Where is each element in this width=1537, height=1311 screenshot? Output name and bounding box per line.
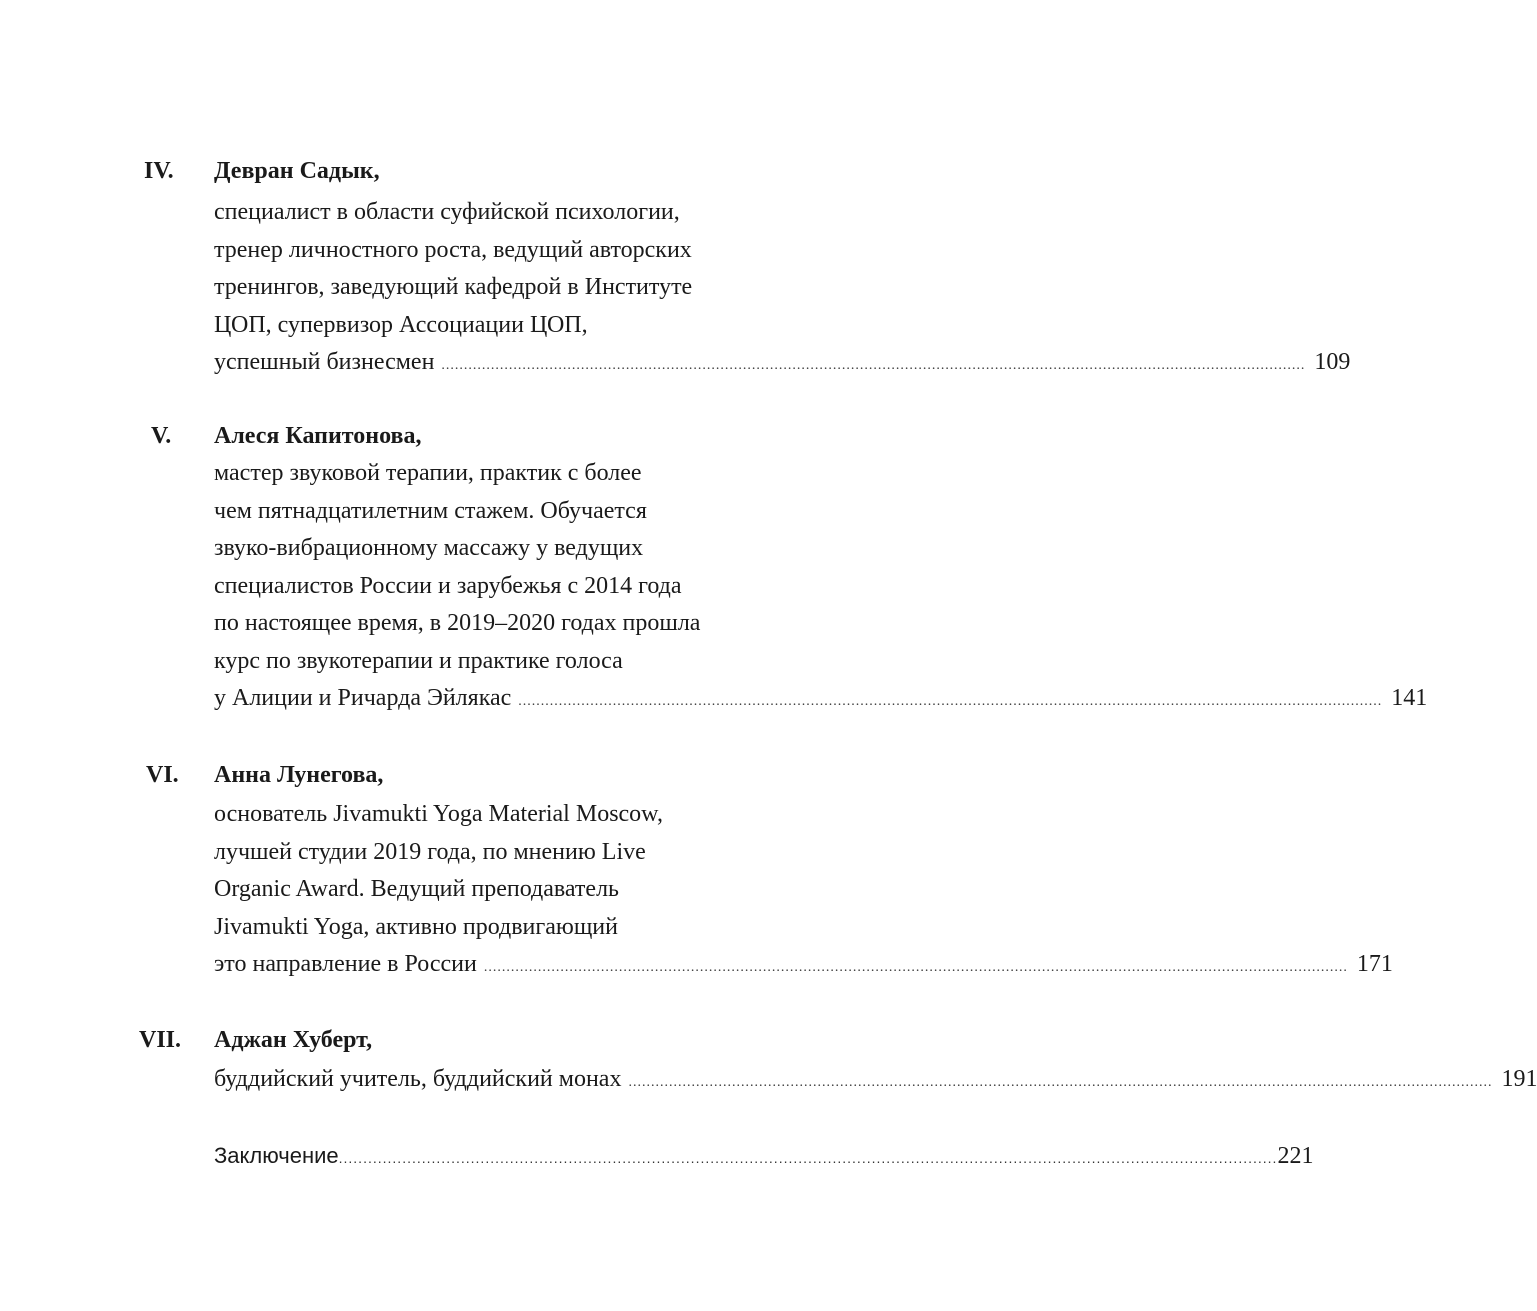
author-name: Алеся Капитонова, [214,423,422,449]
description-line: буддийский учитель, буддийский монах [214,1066,622,1092]
author-description [214,455,1428,718]
description-line: курс по звукотерапии и практике голоса [214,647,623,674]
dot-leader [441,358,1305,373]
page-number: 171 [1356,951,1393,977]
author-name: Анна Лунегова, [214,762,384,788]
author-description [214,796,1393,984]
description-line: тренер личностного роста, ведущий авторских [214,236,692,263]
conclusion-label: Заключение [214,1143,339,1168]
entry-numeral: VI. [146,762,179,788]
page-number: 221 [1277,1143,1314,1169]
description-line: это направление в России [214,951,477,977]
description-line: специалист в области суфийской психологии, [214,199,680,225]
entry-numeral: V. [151,423,172,449]
description-line: успешный бизнесмен [214,349,435,375]
leader-line[interactable] [214,680,1428,718]
author-name: Девран Садык, [214,158,380,184]
entry-numeral: VII. [139,1027,182,1053]
leader-line[interactable] [214,946,1393,984]
page-number: 141 [1391,685,1428,711]
description-line: Organic Award. Ведущий преподаватель [214,876,619,902]
description-line: у Алиции и Ричарда Эйлякас [214,685,512,711]
description-line: мастер звуковой терапии, практик с более [214,460,642,486]
author-description [214,194,1351,382]
page-number: 109 [1314,349,1351,375]
leader-line[interactable] [214,344,1351,382]
page-number: 191 [1501,1066,1537,1092]
description-line: тренингов, заведующий кафедрой в Институте [214,274,693,300]
author-description [214,1061,1537,1099]
description-line: лучшей студии 2019 года, по мнению Live [214,838,646,865]
author-name: Аджан Хуберт, [214,1027,373,1053]
dot-leader [484,960,1348,975]
dot-leader [628,1075,1492,1090]
description-line: основатель Jivamukti Yoga Material Moscow, [214,801,663,827]
dot-leader [518,694,1382,709]
description-line: специалистов России и зарубежья с 2014 года [214,572,682,599]
entry-numeral: IV. [144,158,174,184]
description-line: по настоящее время, в 2019–2020 годах прошла [214,610,701,636]
dot-leader [339,1140,1278,1177]
description-line: звуко-вибрационному массажу у ведущих [214,535,644,561]
description-line: чем пятнадцатилетним стажем. Обучается [214,497,647,524]
leader-line[interactable] [214,1061,1537,1099]
toc-entry-conclusion[interactable] [214,1137,1314,1177]
description-line: ЦОП, супервизор Ассоциации ЦОП, [214,311,588,338]
description-line: Jivamukti Yoga, активно продвигающий [214,913,618,940]
